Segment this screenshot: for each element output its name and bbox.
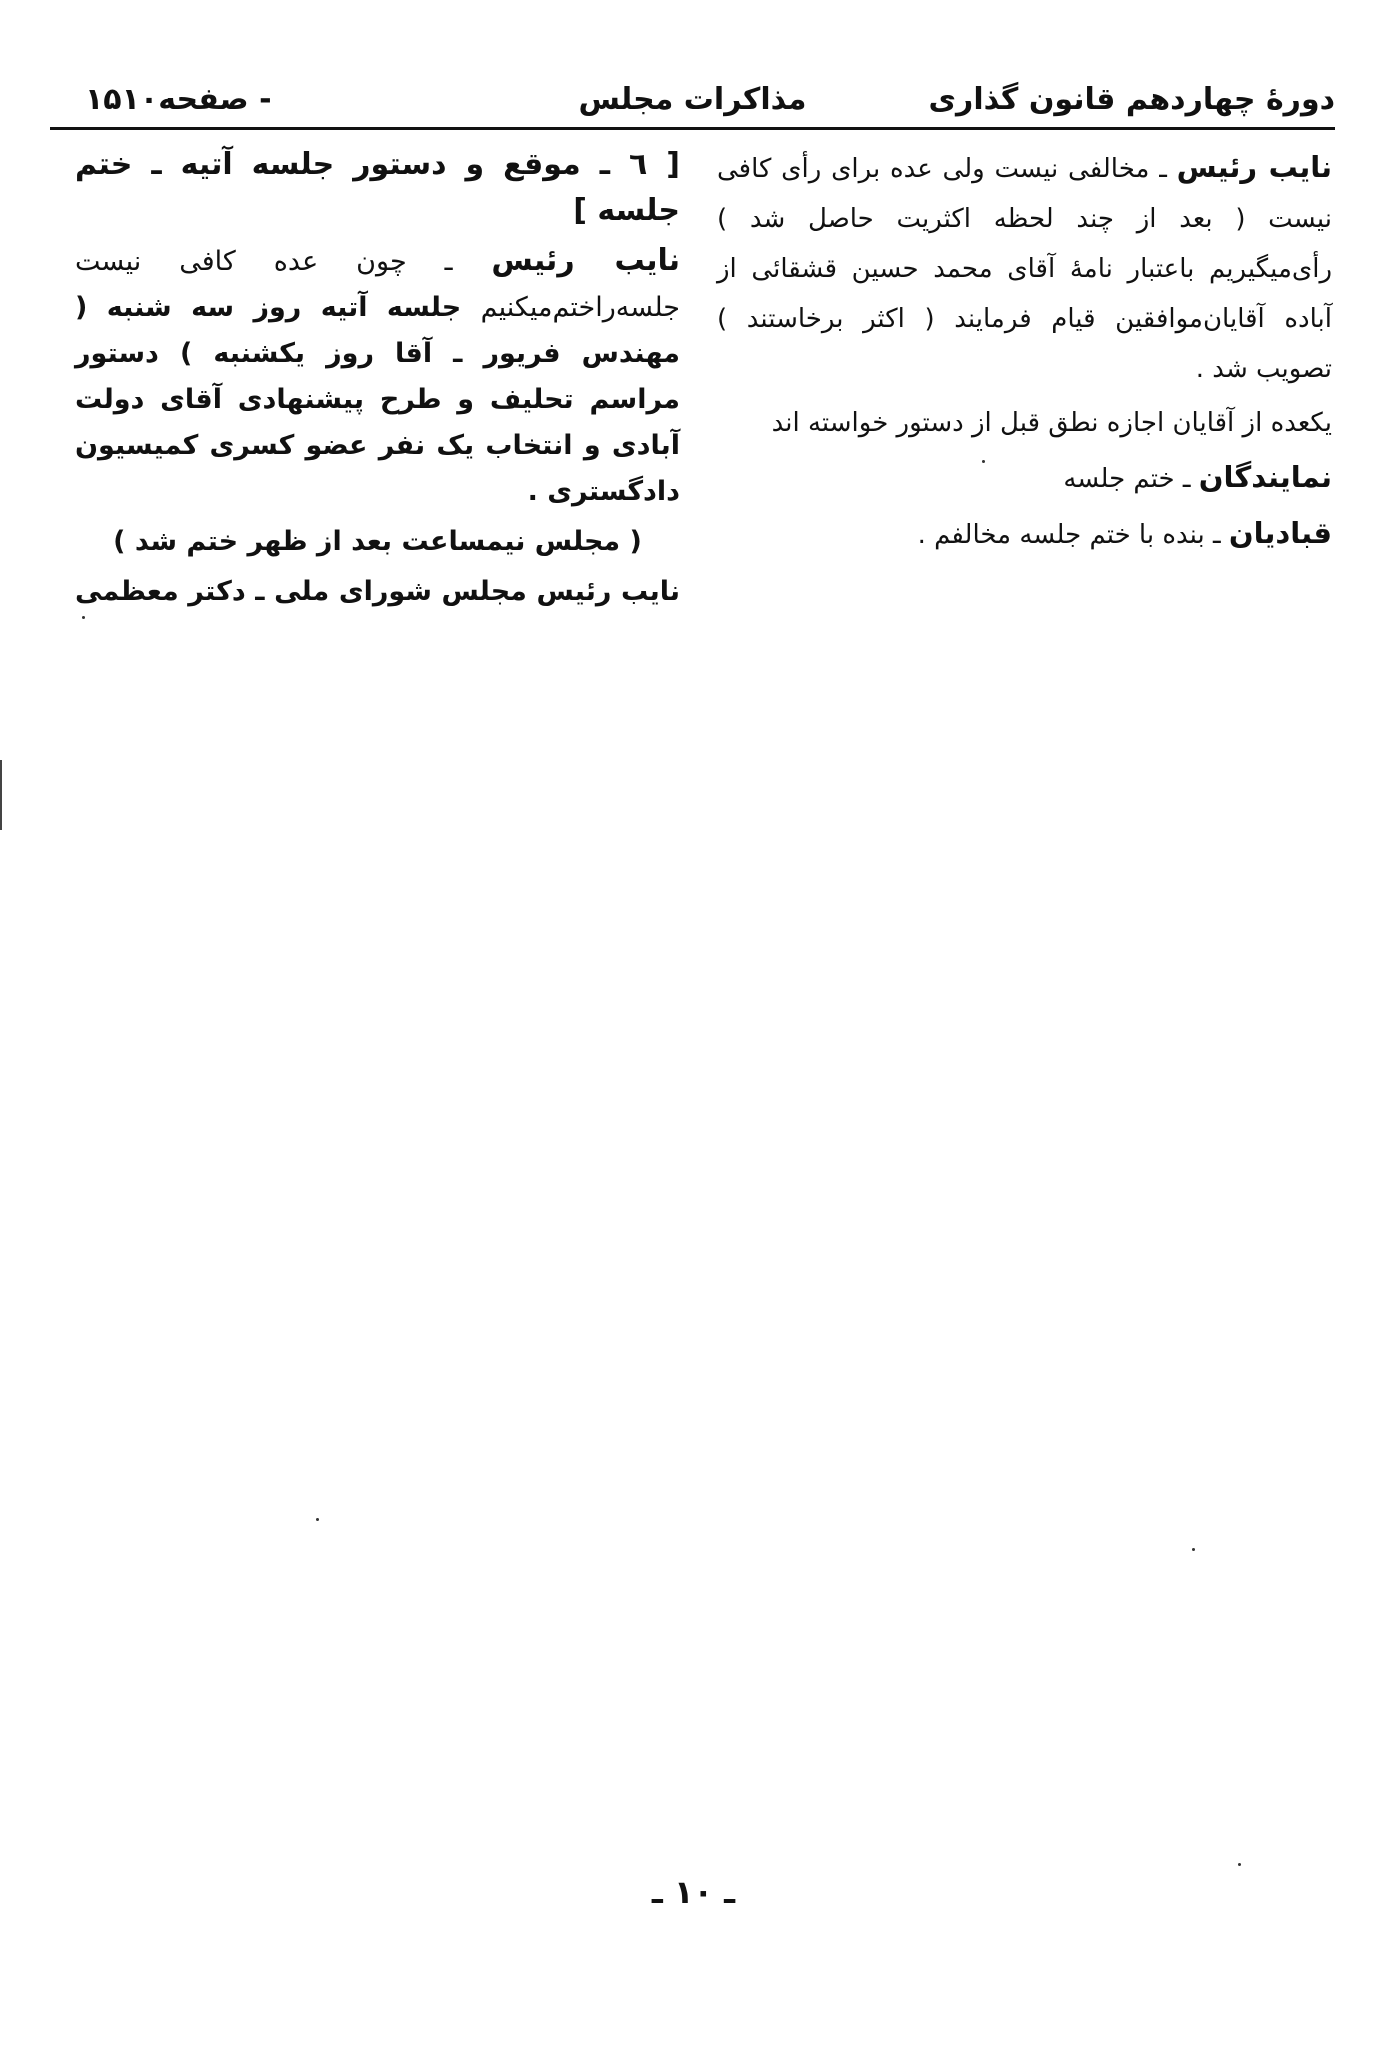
speaker-name: نایب رئیس <box>491 243 681 278</box>
paragraph-vote <box>717 142 1332 394</box>
paragraph-request <box>717 398 1332 448</box>
right-column <box>717 142 1332 564</box>
paragraph-members <box>717 452 1332 504</box>
speaker-name: نمایندگان <box>1198 460 1332 494</box>
scan-speck <box>982 460 985 463</box>
scan-speck <box>316 1518 319 1521</box>
speech-text: ـ بنده با ختم جلسه مخالفم . <box>917 520 1221 550</box>
speech-text: جلسه آتیه روز سه شنبه ( مهندس فریور ـ آقا روز یکشنبه ) دستور مراسم تحلیف و طرح پیشنهادی آقای دولت آبادی و انتخاب یک نفر عضو کسری کمیسیون دادگستری . <box>75 292 680 507</box>
speaker-name: قبادیان <box>1228 516 1332 550</box>
signature-line: نایب رئیس مجلس شورای ملی ـ دکتر معظمی <box>75 576 680 607</box>
paragraph-agenda <box>75 238 680 515</box>
scan-speck <box>1238 1863 1241 1866</box>
scan-speck <box>1192 1548 1195 1551</box>
left-column <box>75 142 680 619</box>
scan-edge-mark <box>0 760 2 830</box>
paragraph-objection <box>717 508 1332 560</box>
speaker-name: نایب رئیس <box>1176 150 1332 184</box>
narration-text: یکعده از آقایان اجازه نطق قبل از دستور خواسته اند <box>771 408 1332 438</box>
speech-text: ـ ختم جلسه <box>1063 464 1191 494</box>
scan-speck <box>82 616 85 619</box>
section-heading: [ ٦ ـ موقع و دستور جلسه آتیه ـ ختم جلسه ] <box>75 147 681 228</box>
publication-title: مذاکرات مجلس <box>578 82 807 117</box>
page-label: - صفحه۱۵۱۰ <box>85 82 272 117</box>
header-rule <box>50 127 1335 130</box>
closing-note: ( مجلس نیمساعت بعد از ظهر ختم شد ) <box>113 526 642 557</box>
page-number: ـ ۱۰ ـ <box>651 1873 736 1911</box>
speech-intro: ـ چون عده کافی نیست جلسه‌راختم‌میکنیم <box>75 246 680 323</box>
page-header <box>50 78 1335 126</box>
speech-text: ـ مخالفی نیست ولی عده برای رأی کافی نیست ( بعد از چند لحظه اکثریت حاصل شد ) رأی‌میگیریم باعتبار نامهٔ آقای محمد حسین قشقائی از آباده آقایان‌موافقین قیام فرمایند ( اکثر برخاستند ) تصویب شد . <box>717 154 1332 384</box>
session-title: دورهٔ چهاردهم قانون گذاری <box>928 82 1335 117</box>
